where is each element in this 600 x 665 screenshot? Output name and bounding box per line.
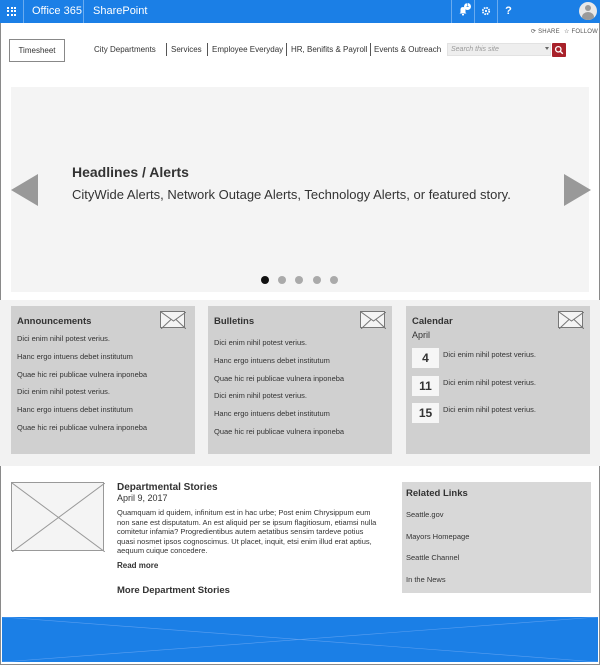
nav-events-outreach[interactable]: Events & Outreach: [374, 45, 442, 54]
calendar-event[interactable]: Dici enim nihil potest verius.: [443, 350, 536, 359]
hero-title: Headlines / Alerts: [72, 164, 189, 180]
share-label: SHARE: [538, 29, 560, 35]
read-more-link[interactable]: Read more: [117, 561, 159, 570]
mail-icon[interactable]: [558, 311, 583, 328]
carousel-dot[interactable]: [313, 276, 321, 284]
star-icon: ☆: [564, 29, 570, 35]
user-menu[interactable]: [576, 0, 600, 23]
related-links-title: Related Links: [406, 488, 468, 499]
related-link[interactable]: Seattle Channel: [406, 553, 460, 562]
nav-services[interactable]: Services: [171, 45, 202, 54]
settings-button[interactable]: [474, 0, 496, 23]
carousel-dot[interactable]: [278, 276, 286, 284]
nav-hr-benefits-payroll[interactable]: HR, Benifits & Payroll: [291, 45, 368, 54]
bulletin-item[interactable]: Quae hic rei publicae vulnera inponeba: [214, 374, 345, 383]
search-button[interactable]: [552, 43, 566, 57]
bulletin-item[interactable]: Hanc ergo intuens debet institutum: [214, 409, 330, 418]
calendar-day[interactable]: 4: [412, 348, 439, 368]
nav-divider: [286, 43, 287, 56]
announcement-item[interactable]: Dici enim nihil potest verius.: [17, 334, 110, 343]
gear-icon: [481, 6, 491, 16]
related-link[interactable]: In the News: [406, 575, 446, 584]
calendar-month: April: [412, 330, 431, 340]
bulletin-item[interactable]: Dici enim nihil potest verius.: [214, 338, 307, 347]
announcement-item[interactable]: Quae hic rei publicae vulnera inponeba: [17, 423, 148, 432]
suite-bar: [0, 0, 600, 23]
share-button[interactable]: [531, 28, 560, 35]
announcement-item[interactable]: Quae hic rei publicae vulnera inponeba: [17, 370, 148, 379]
notifications-button[interactable]: [451, 0, 473, 23]
carousel-next-arrow-icon[interactable]: [564, 174, 591, 206]
nav-divider: [207, 43, 208, 56]
calendar-event[interactable]: Dici enim nihil potest verius.: [443, 405, 536, 414]
sharepoint-link[interactable]: SharePoint: [93, 5, 148, 17]
announcement-item[interactable]: Hanc ergo intuens debet institutum: [17, 352, 133, 361]
share-icon: ⟳: [531, 29, 537, 35]
stories-title[interactable]: Departmental Stories: [117, 482, 218, 493]
search-icon: [552, 43, 566, 57]
mail-icon[interactable]: [360, 311, 385, 328]
notification-badge: 1: [465, 3, 470, 9]
related-link[interactable]: Seattle.gov: [406, 510, 444, 519]
office365-link[interactable]: Office 365: [24, 0, 84, 23]
nav-divider: [370, 43, 371, 56]
avatar: [579, 2, 597, 20]
search-input[interactable]: Search this site: [447, 43, 551, 56]
nav-employee-everyday[interactable]: Employee Everyday: [212, 45, 284, 54]
announcement-item[interactable]: Dici enim nihil potest verius.: [17, 387, 110, 396]
timesheet-button[interactable]: Timesheet: [9, 39, 65, 62]
stories-date: April 9, 2017: [117, 493, 168, 503]
carousel-dot[interactable]: [295, 276, 303, 284]
bulletin-item[interactable]: Hanc ergo intuens debet institutum: [214, 356, 330, 365]
carousel-dot[interactable]: [261, 276, 269, 284]
carousel-dot[interactable]: [330, 276, 338, 284]
bulletins-title: Bulletins: [214, 316, 255, 327]
help-button[interactable]: ?: [497, 0, 519, 23]
nav-divider: [166, 43, 167, 56]
related-link[interactable]: Mayors Homepage: [406, 532, 470, 541]
calendar-title: Calendar: [412, 316, 453, 327]
announcements-title: Announcements: [17, 316, 92, 327]
bulletin-item[interactable]: Quae hic rei publicae vulnera inponeba: [214, 427, 345, 436]
footer: [2, 617, 598, 662]
carousel-prev-arrow-icon[interactable]: [11, 174, 38, 206]
chevron-down-icon[interactable]: [545, 47, 549, 50]
follow-button[interactable]: [564, 28, 598, 35]
hero-subtitle: CityWide Alerts, Network Outage Alerts, Technology Alerts, or featured story.: [72, 187, 511, 202]
bulletin-item[interactable]: Dici enim nihil potest verius.: [214, 391, 307, 400]
nav-city-departments[interactable]: City Departments: [94, 45, 156, 54]
more-stories-link[interactable]: More Department Stories: [117, 585, 230, 596]
follow-label: FOLLOW: [571, 29, 599, 35]
announcement-item[interactable]: Hanc ergo intuens debet institutum: [17, 405, 133, 414]
calendar-day[interactable]: 11: [412, 376, 439, 396]
stories-body: Quamquam id quidem, infinitum est in hac urbe; Post enim Chrysippum eum non sane est disputatum. An est aliquid per se ipsum flagitiosum, etiamsi nulla comitetur infamia? Progredientibus autem aetatibus sensim tardeve potius quasi nosmet ipsos cognoscimus. Ut placet, inquit, etsi enim illud erat aptius, aequum cuique concedere.: [117, 508, 377, 555]
mail-icon[interactable]: [160, 311, 185, 328]
story-image-placeholder: [11, 482, 104, 551]
app-launcher-icon[interactable]: [0, 0, 24, 23]
calendar-day[interactable]: 15: [412, 403, 439, 423]
calendar-event[interactable]: Dici enim nihil potest verius.: [443, 378, 536, 387]
